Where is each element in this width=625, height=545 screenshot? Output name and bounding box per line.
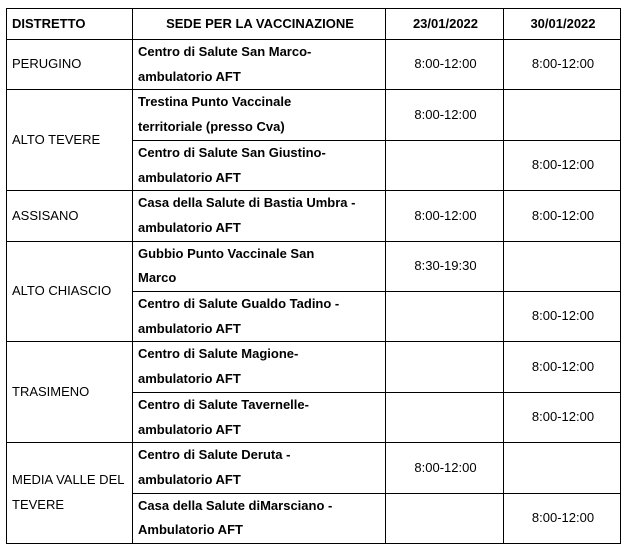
time-cell-date-2 xyxy=(504,241,621,291)
sede-label-line: ambulatorio AFT xyxy=(138,68,241,84)
table-row xyxy=(7,90,621,140)
time-cell-date-1: 8:00-12:00 xyxy=(386,90,504,140)
time-cell-date-1: 8:00-12:00 xyxy=(386,191,504,241)
sede-label-line: Centro di Salute San Marco- xyxy=(138,44,312,59)
sede-label-line: ambulatorio AFT xyxy=(138,219,241,235)
sede-label-line: ambulatorio AFT xyxy=(138,471,241,487)
sede-label-line: ambulatorio AFT xyxy=(138,371,241,387)
sede-cell xyxy=(133,191,386,241)
time-cell-date-2: 8:00-12:00 xyxy=(504,40,621,90)
sede-label-line: Trestina Punto Vaccinale xyxy=(138,94,292,110)
sede-cell xyxy=(133,40,386,90)
time-cell-date-2: 8:00-12:00 xyxy=(504,191,621,241)
header-date-2: 30/01/2022 xyxy=(504,9,621,40)
time-cell-date-1 xyxy=(386,342,504,392)
district-cell: TRASIMENO xyxy=(7,342,133,443)
district-cell: ALTO TEVERE xyxy=(7,90,133,191)
time-cell-date-2: 8:00-12:00 xyxy=(504,140,621,190)
sede-label-line: Centro di Salute Gualdo Tadino - xyxy=(138,296,340,312)
time-cell-date-1: 8:00-12:00 xyxy=(386,443,504,493)
header-distretto: DISTRETTO xyxy=(7,9,133,40)
time-cell-date-1 xyxy=(386,292,504,342)
time-cell-date-1 xyxy=(386,140,504,190)
sede-label-line: Centro di Salute Deruta - xyxy=(138,447,291,463)
sede-cell xyxy=(133,342,386,392)
time-cell-date-2: 8:00-12:00 xyxy=(504,392,621,442)
time-cell-date-1: 8:00-12:00 xyxy=(386,40,504,90)
table-row xyxy=(7,241,621,291)
sede-label-line: ambulatorio AFT xyxy=(138,421,241,437)
sede-label-line: Centro di Salute Tavernelle- xyxy=(138,396,309,412)
table-header xyxy=(7,9,621,40)
sede-cell xyxy=(133,292,386,342)
header-date-1: 23/01/2022 xyxy=(386,9,504,40)
time-cell-date-2: 8:00-12:00 xyxy=(504,342,621,392)
table-row xyxy=(7,191,621,241)
sede-cell xyxy=(133,140,386,190)
time-cell-date-1 xyxy=(386,392,504,442)
sede-cell xyxy=(133,392,386,442)
table-row xyxy=(7,40,621,90)
sede-label-line: Centro di Salute Magione- xyxy=(138,346,299,362)
sede-cell xyxy=(133,90,386,140)
sede-label-line: ambulatorio AFT xyxy=(138,320,241,336)
district-label-line: TEVERE xyxy=(12,497,65,513)
sede-label-line: Casa della Salute di Bastia Umbra - xyxy=(138,195,356,211)
table-body xyxy=(7,40,621,544)
sede-label-line: Gubbio Punto Vaccinale San xyxy=(138,245,315,261)
district-cell: ASSISANO xyxy=(7,191,133,241)
sede-label-line: Ambulatorio AFT xyxy=(138,522,243,538)
sede-label-line: Casa della Salute diMarsciano - xyxy=(138,497,333,513)
district-cell: PERUGINO xyxy=(7,40,133,90)
time-cell-date-2 xyxy=(504,90,621,140)
sede-label-line: territoriale (presso Cva) xyxy=(138,119,285,135)
time-cell-date-2: 8:00-12:00 xyxy=(504,292,621,342)
vaccination-schedule-table xyxy=(6,8,621,544)
time-cell-date-1: 8:30-19:30 xyxy=(386,241,504,291)
sede-cell xyxy=(133,493,386,543)
district-cell xyxy=(7,443,133,544)
time-cell-date-2 xyxy=(504,443,621,493)
sede-label-line: Marco xyxy=(138,270,177,286)
table-row xyxy=(7,342,621,392)
district-cell: ALTO CHIASCIO xyxy=(7,241,133,342)
header-row xyxy=(7,9,621,40)
sede-cell xyxy=(133,241,386,291)
table-row xyxy=(7,443,621,493)
sede-label-line: ambulatorio AFT xyxy=(138,169,241,185)
sede-cell xyxy=(133,443,386,493)
time-cell-date-2: 8:00-12:00 xyxy=(504,493,621,543)
time-cell-date-1 xyxy=(386,493,504,543)
sede-label-line: Centro di Salute San Giustino- xyxy=(138,144,326,160)
district-label-line: MEDIA VALLE DEL xyxy=(12,472,125,488)
header-sede: SEDE PER LA VACCINAZIONE xyxy=(133,9,386,40)
